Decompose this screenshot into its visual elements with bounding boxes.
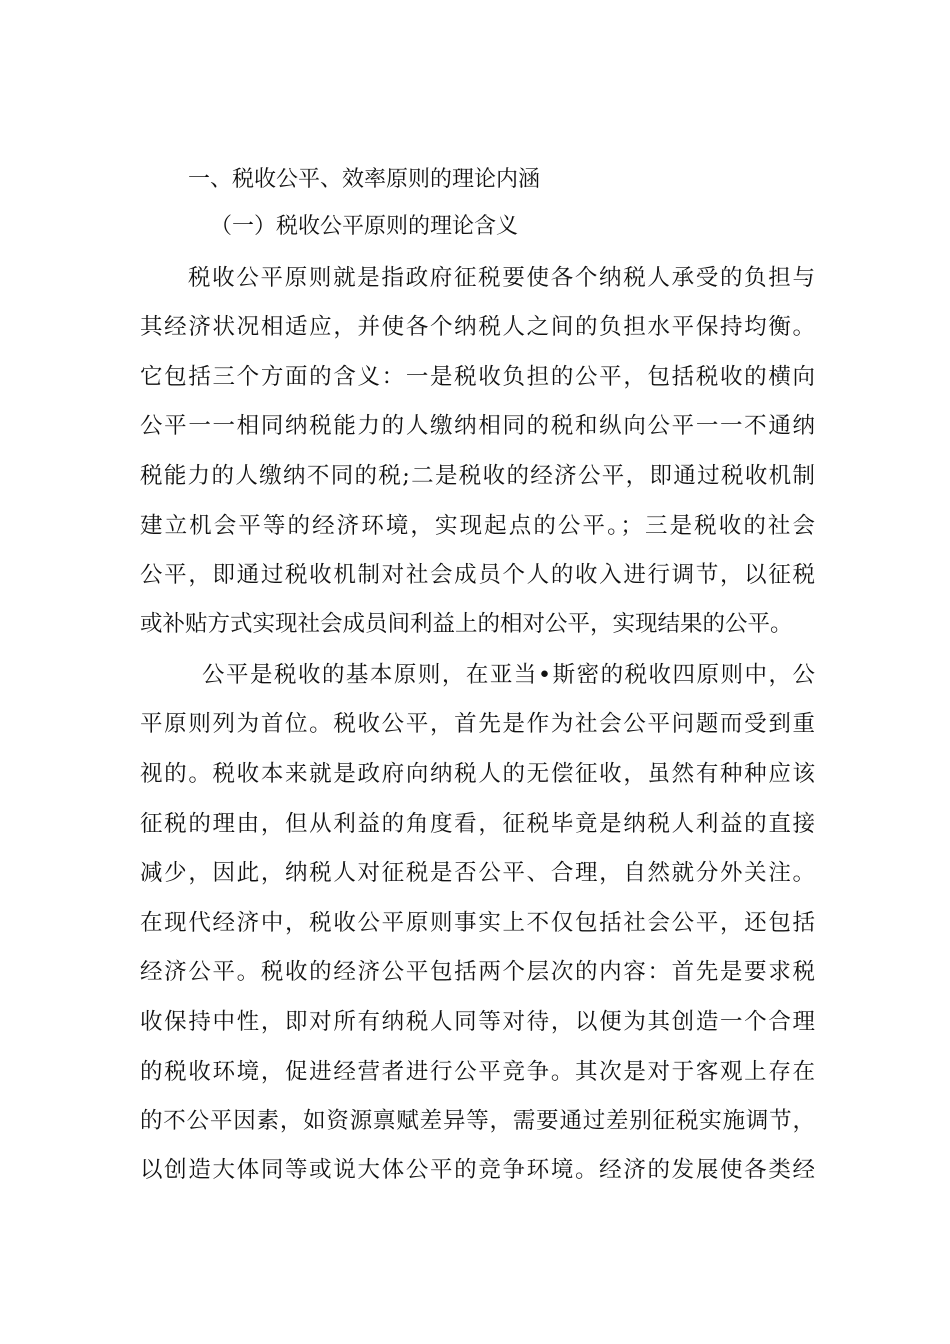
paragraph-line: 公平是税收的基本原则，在亚当•斯密的税收四原则中，公 [202, 662, 815, 688]
paragraph-line: 税能力的人缴纳不同的税;二是税收的经济公平，即通过税收机制 [140, 463, 815, 489]
section-heading: 一、税收公平、效率原则的理论内涵 [188, 167, 541, 192]
paragraph-line: 的税收环境，促进经营者进行公平竞争。其次是对于客观上存在 [140, 1059, 815, 1085]
paragraph-line: 视的。税收本来就是政府向纳税人的无偿征收，虽然有种种应该 [140, 761, 815, 787]
paragraph-line: 其经济状况相适应，并使各个纳税人之间的负担水平保持均衡。 [140, 314, 815, 340]
paragraph-line: 公平，即通过税收机制对社会成员个人的收入进行调节，以征税 [140, 562, 815, 588]
paragraph-line: 建立机会平等的经济环境，实现起点的公平。；三是税收的社会 [140, 513, 815, 539]
subsection-heading: （一）税收公平原则的理论含义 [210, 214, 519, 239]
paragraph-line: 以创造大体同等或说大体公平的竞争环境。经济的发展使各类经 [140, 1157, 815, 1183]
paragraph-line: 它包括三个方面的含义：一是税收负担的公平，包括税收的横向 [140, 364, 815, 390]
paragraph-line: 税收公平原则就是指政府征税要使各个纳税人承受的负担与 [188, 265, 815, 291]
paragraph-line: 收保持中性，即对所有纳税人同等对待，以便为其创造一个合理 [140, 1009, 815, 1035]
paragraph-line: 在现代经济中，税收公平原则事实上不仅包括社会公平，还包括 [140, 910, 815, 936]
paragraph-line: 的不公平因素，如资源禀赋差异等，需要通过差别征税实施调节， [140, 1108, 815, 1134]
paragraph-line: 减少，因此，纳税人对征税是否公平、合理，自然就分外关注。 [140, 860, 815, 886]
paragraph-line: 经济公平。税收的经济公平包括两个层次的内容：首先是要求税 [140, 959, 815, 985]
paragraph-line: 或补贴方式实现社会成员间利益上的相对公平，实现结果的公平。 [140, 611, 793, 637]
paragraph-line: 平原则列为首位。税收公平，首先是作为社会公平问题而受到重 [140, 711, 815, 737]
paragraph-line: 公平一一相同纳税能力的人缴纳相同的税和纵向公平一一不通纳 [140, 413, 815, 439]
paragraph-line: 征税的理由，但从利益的角度看，征税毕竟是纳税人利益的直接 [140, 811, 815, 837]
